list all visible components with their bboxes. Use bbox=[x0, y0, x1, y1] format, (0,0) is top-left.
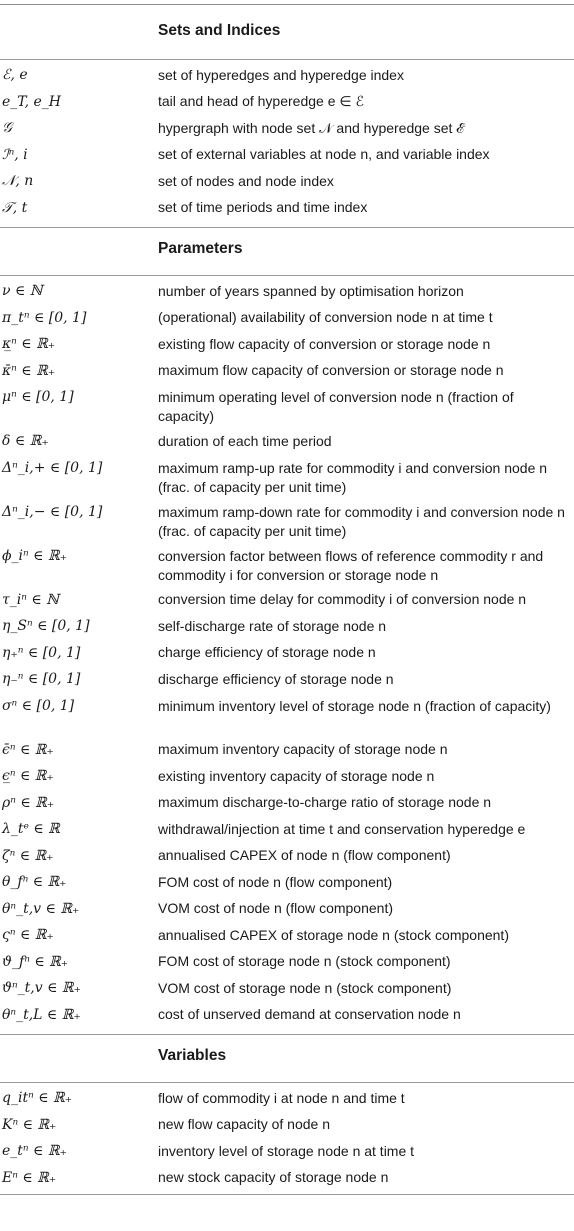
description-cell: new stock capacity of storage node n bbox=[158, 1169, 389, 1186]
table-row bbox=[0, 142, 574, 169]
section-body-sets bbox=[0, 60, 574, 221]
symbol-cell: ζⁿ ∈ ℝ₊ bbox=[2, 847, 54, 864]
table-row bbox=[0, 843, 574, 870]
description-cell: set of external variables at node n, and variable index bbox=[158, 146, 490, 163]
table-row bbox=[0, 949, 574, 976]
description-cell: cost of unserved demand at conservation node n bbox=[158, 1006, 461, 1023]
symbol-cell: e_tⁿ ∈ ℝ₊ bbox=[2, 1143, 67, 1160]
description-cell: maximum ramp-down rate for commodity i and conversion node n (frac. of capacity per unit time) bbox=[158, 503, 565, 539]
symbol-cell: Δⁿ_i,+ ∈ [0, 1] bbox=[2, 459, 103, 476]
description-cell: charge efficiency of storage node n bbox=[158, 644, 376, 661]
table-row bbox=[0, 428, 574, 455]
table-row bbox=[0, 896, 574, 923]
section-title-variables: Variables bbox=[158, 1047, 227, 1064]
description-cell: set of nodes and node index bbox=[158, 172, 334, 189]
table-row bbox=[0, 543, 574, 587]
table-row bbox=[0, 168, 574, 195]
description-cell: FOM cost of storage node n (stock component) bbox=[158, 953, 451, 970]
symbol-cell: ℐⁿ, i bbox=[2, 146, 28, 163]
symbol-cell: ϑ_fⁿ ∈ ℝ₊ bbox=[2, 953, 69, 970]
symbol-cell: μⁿ ∈ [0, 1] bbox=[2, 389, 74, 405]
symbol-cell: σⁿ ∈ [0, 1] bbox=[2, 697, 75, 714]
symbol-cell: λ_tᵉ ∈ ℝ bbox=[2, 821, 60, 838]
table-row bbox=[0, 1085, 574, 1112]
table-row bbox=[0, 115, 574, 142]
table-row bbox=[0, 1112, 574, 1139]
table-row bbox=[0, 331, 574, 358]
table-row bbox=[0, 640, 574, 667]
description-cell: new flow capacity of node n bbox=[158, 1116, 330, 1133]
table-row bbox=[0, 195, 574, 222]
symbol-cell: ℰ, e bbox=[2, 67, 28, 84]
symbol-cell: θ_fⁿ ∈ ℝ₊ bbox=[2, 874, 67, 891]
description-cell: (operational) availability of conversion node n at time t bbox=[158, 309, 493, 326]
table-row bbox=[0, 816, 574, 843]
description-cell: minimum inventory level of storage node n (fraction of capacity) bbox=[158, 697, 551, 714]
description-cell: self-discharge rate of storage node n bbox=[158, 617, 387, 634]
symbol-cell: Eⁿ ∈ ℝ₊ bbox=[2, 1169, 57, 1186]
table-row bbox=[0, 975, 574, 1002]
description-cell: flow of commodity i at node n and time t bbox=[158, 1089, 405, 1106]
symbol-cell: Kⁿ ∈ ℝ₊ bbox=[2, 1116, 57, 1133]
symbol-cell: Δⁿ_i,− ∈ [0, 1] bbox=[2, 503, 103, 520]
description-cell: discharge efficiency of storage node n bbox=[158, 670, 394, 687]
table-row bbox=[0, 1138, 574, 1165]
table-row bbox=[0, 763, 574, 790]
symbol-cell: κ̄ⁿ ∈ ℝ₊ bbox=[2, 362, 56, 379]
symbol-cell: 𝒢 bbox=[2, 120, 12, 137]
symbol-cell: ϑⁿ_t,v ∈ ℝ₊ bbox=[2, 980, 81, 997]
symbol-cell: η₋ⁿ ∈ [0, 1] bbox=[2, 671, 81, 688]
description-cell: set of hyperedges and hyperedge index bbox=[158, 66, 404, 83]
description-cell: minimum operating level of conversion node n (fraction of capacity) bbox=[158, 389, 514, 424]
description-cell: existing inventory capacity of storage node n bbox=[158, 767, 435, 784]
description-cell: annualised CAPEX of node n (flow component) bbox=[158, 847, 451, 864]
symbol-cell: η_Sⁿ ∈ [0, 1] bbox=[2, 618, 90, 635]
table-row bbox=[0, 278, 574, 305]
symbol-cell: e_T, e_H bbox=[2, 93, 61, 110]
table-bottom-rule bbox=[0, 1194, 574, 1195]
table-row bbox=[0, 613, 574, 640]
symbol-cell: ν ∈ ℕ bbox=[2, 283, 43, 300]
symbol-cell: η₊ⁿ ∈ [0, 1] bbox=[2, 644, 81, 661]
section-title-sets: Sets and Indices bbox=[158, 22, 281, 39]
symbol-cell: θⁿ_t,v ∈ ℝ₊ bbox=[2, 900, 80, 917]
symbol-cell: ςⁿ ∈ ℝ₊ bbox=[2, 927, 54, 944]
table-row bbox=[0, 384, 574, 428]
symbol-cell: q_itⁿ ∈ ℝ₊ bbox=[2, 1090, 73, 1107]
table-row bbox=[0, 869, 574, 896]
table-row bbox=[0, 305, 574, 332]
table-row bbox=[0, 89, 574, 116]
table-row bbox=[0, 922, 574, 949]
table-row bbox=[0, 499, 574, 543]
symbol-cell: ϵ̄ⁿ ∈ ℝ₊ bbox=[2, 741, 54, 758]
table-row bbox=[0, 455, 574, 499]
table-row bbox=[0, 358, 574, 385]
description-cell: maximum flow capacity of conversion or storage node n bbox=[158, 362, 504, 379]
symbol-cell: θⁿ_t,L ∈ ℝ₊ bbox=[2, 1006, 81, 1023]
section-title-parameters: Parameters bbox=[158, 240, 243, 257]
table-row bbox=[0, 790, 574, 817]
description-cell: inventory level of storage node n at time t bbox=[158, 1142, 415, 1159]
description-cell: withdrawal/injection at time t and conservation hyperedge e bbox=[158, 820, 526, 837]
symbol-cell: ϕ_iⁿ ∈ ℝ₊ bbox=[2, 547, 67, 564]
description-cell: FOM cost of node n (flow component) bbox=[158, 873, 393, 890]
table-row bbox=[0, 587, 574, 614]
description-cell: conversion time delay for commodity i of conversion node n bbox=[158, 591, 527, 608]
notation-table bbox=[0, 4, 574, 1231]
description-cell: maximum inventory capacity of storage node n bbox=[158, 741, 448, 758]
symbol-cell: τ_iⁿ ∈ ℕ bbox=[2, 591, 59, 608]
description-cell: conversion factor between flows of reference commodity r and commodity i for conversion or storage node n bbox=[158, 547, 544, 583]
symbol-cell: π_tⁿ ∈ [0, 1] bbox=[2, 309, 87, 326]
table-row bbox=[0, 62, 574, 89]
symbol-cell: ρⁿ ∈ ℝ₊ bbox=[2, 794, 55, 811]
table-row bbox=[0, 1002, 574, 1029]
description-cell: VOM cost of storage node n (stock component) bbox=[158, 979, 452, 996]
description-cell: duration of each time period bbox=[158, 432, 332, 449]
section-body-parameters bbox=[0, 276, 574, 1028]
description-cell: set of time periods and time index bbox=[158, 199, 368, 216]
symbol-cell: 𝒯, t bbox=[2, 199, 28, 216]
description-cell: VOM cost of node n (flow component) bbox=[158, 900, 393, 917]
table-row bbox=[0, 737, 574, 764]
description-cell: annualised CAPEX of storage node n (stock component) bbox=[158, 926, 509, 943]
description-cell: number of years spanned by optimisation horizon bbox=[158, 282, 464, 299]
description-cell: existing flow capacity of conversion or storage node n bbox=[158, 335, 491, 352]
symbol-cell: 𝒩, n bbox=[2, 173, 34, 190]
section-body-variables bbox=[0, 1083, 574, 1191]
table-row bbox=[0, 1165, 574, 1192]
table-row bbox=[0, 666, 574, 693]
description-cell: maximum discharge-to-charge ratio of storage node n bbox=[158, 794, 492, 811]
table-row bbox=[0, 693, 574, 737]
symbol-cell: κ̲ⁿ ∈ ℝ₊ bbox=[2, 336, 56, 353]
symbol-cell: δ ∈ ℝ₊ bbox=[2, 433, 49, 450]
description-cell: maximum ramp-up rate for commodity i and conversion node n (frac. of capacity per unit time) bbox=[158, 459, 548, 495]
symbol-cell: ϵ̲ⁿ ∈ ℝ₊ bbox=[2, 768, 54, 785]
description-cell: tail and head of hyperedge e ∈ ℰ bbox=[158, 93, 364, 110]
description-cell: hypergraph with node set 𝒩 and hyperedge set ℰ bbox=[158, 119, 465, 136]
